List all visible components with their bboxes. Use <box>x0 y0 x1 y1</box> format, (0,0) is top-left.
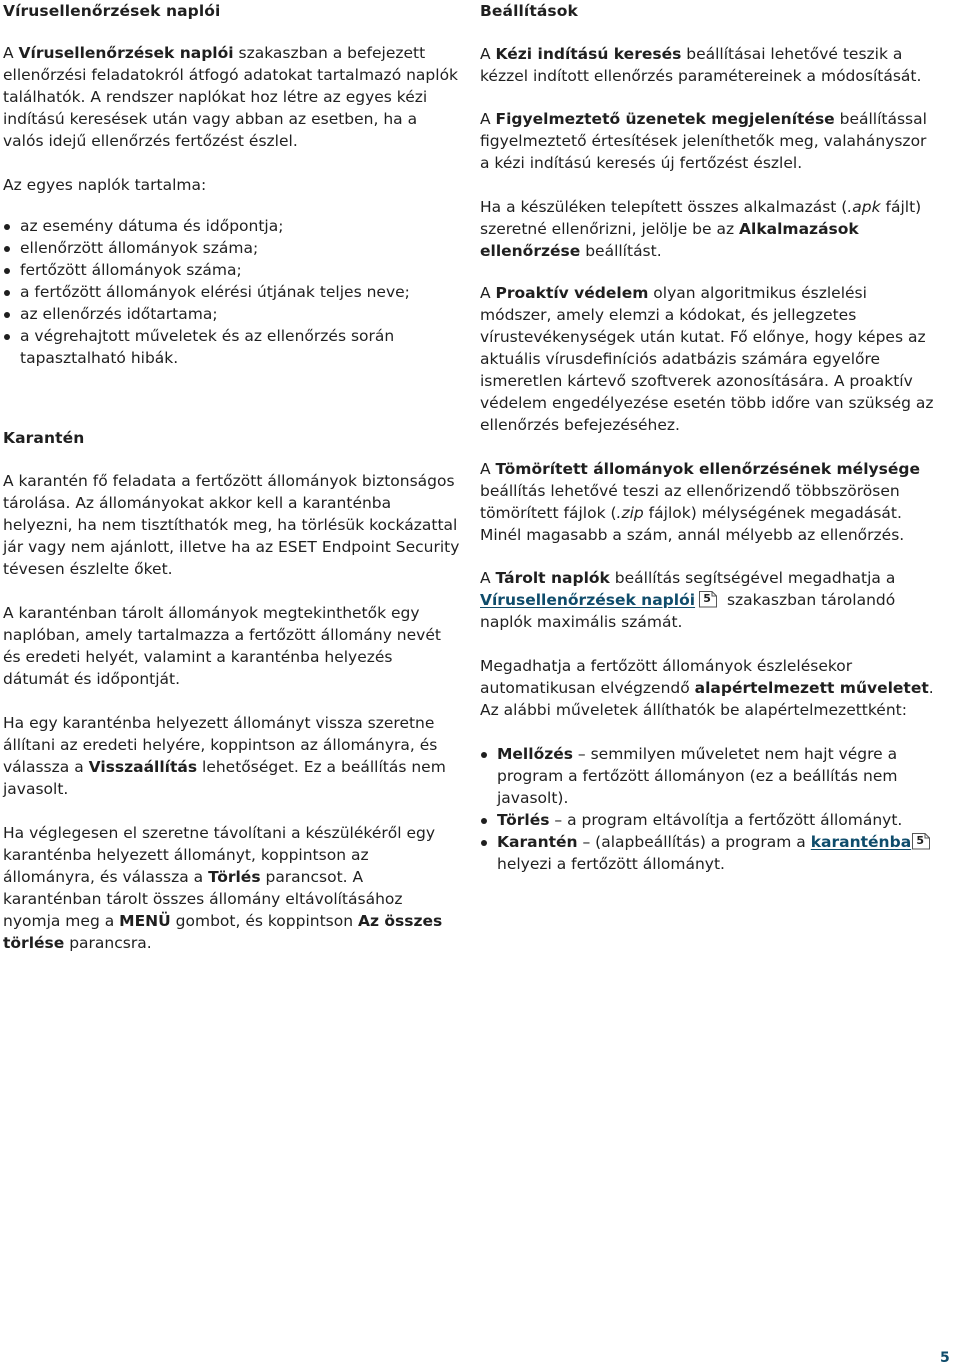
list-item: a fertőzött állományok elérési útjának teljes neve; <box>3 281 461 303</box>
settings-default-action <box>480 655 938 721</box>
text-run-bold: Az összes törlése <box>3 912 443 952</box>
text-run: parancsot. A karanténban tárolt összes állomány eltávolításához nyomja meg a <box>3 868 403 930</box>
text-run: A <box>480 460 496 478</box>
text-run: A <box>480 284 496 302</box>
scan-logs-link[interactable]: Vírusellenőrzések naplói <box>480 591 696 609</box>
text-run-bold: alapértelmezett műveletet <box>694 679 929 697</box>
text-run-bold: Alkalmazások ellenőrzése <box>480 220 859 260</box>
text-run: A <box>3 44 19 62</box>
page-reference-icon[interactable] <box>698 590 718 608</box>
scan-logs-intro <box>3 42 461 152</box>
section-heading-quarantine: Karantén <box>3 429 85 447</box>
text-run: A <box>480 569 496 587</box>
text-run: – (alapbeállítás) a program a <box>577 833 811 851</box>
text-run-bold: Tárolt naplók <box>495 569 610 587</box>
text-run: beállítás segítségével megadhatja a <box>609 569 896 587</box>
settings-manual-scan <box>480 43 938 87</box>
text-run: gombot, és koppintson <box>170 912 358 930</box>
text-run: – a program eltávolítja a fertőzött állományt. <box>549 811 903 829</box>
list-item <box>480 831 938 875</box>
log-contents-lead: Az egyes naplók tartalma: <box>3 176 207 194</box>
settings-warnings <box>480 108 938 174</box>
text-run-bold: Törlés <box>497 811 550 829</box>
quarantine-paragraph-4 <box>3 822 461 954</box>
settings-stored-logs <box>480 567 938 633</box>
quarantine-paragraph-1: A karantén fő feladata a fertőzött állományok biztonságos tárolása. Az állományokat akkor kell a karanténba helyezni, ha nem tisztíthatók meg, ha törlésük kockázattal jár vagy nem ajánlott, illetve ha az ESET Endpoint Security tévesen észlelte őket. <box>3 472 460 578</box>
text-run-bold: Mellőzés <box>497 745 573 763</box>
text-run-bold: MENÜ <box>119 912 171 930</box>
page-number: 5 <box>940 1350 950 1366</box>
text-run-bold: Visszaállítás <box>88 758 198 776</box>
right-column <box>480 0 938 875</box>
text-run: szakaszban tárolandó naplók maximális számát. <box>480 591 896 631</box>
text-run: fájlok) mélységének megadását. Minél magasabb a szám, annál mélyebb az ellenőrzés. <box>480 504 905 544</box>
quarantine-paragraph-2: A karanténban tárolt állományok megtekinthetők egy naplóban, amely tartalmazza a fertőzött állomány nevét és eredeti helyét, valamint a karanténba helyezés dátumát és időpontját. <box>3 604 441 688</box>
text-run-bold: Karantén <box>497 833 578 851</box>
text-run: parancsra. <box>64 934 152 952</box>
text-run: A <box>480 110 496 128</box>
quarantine-paragraph-3 <box>3 712 461 800</box>
text-run: – semmilyen műveletet nem hajt végre a program a fertőzött állományon (ez a beállítás nem javasolt). <box>497 745 898 807</box>
settings-proactive <box>480 282 938 436</box>
text-run-bold: Kézi indítású keresés <box>495 45 682 63</box>
text-run-bold: Tömörített állományok ellenőrzésének mélysége <box>495 460 920 478</box>
text-run: beállítással figyelmeztető értesítések jeleníthetők meg, valahányszor a kézi indítású keresés új fertőzést észlel. <box>480 110 927 172</box>
text-run: Megadhatja a fertőzött állományok észlelésekor automatikusan elvégzendő <box>480 657 853 697</box>
list-item: a végrehajtott műveletek és az ellenőrzés során tapasztalható hibák. <box>3 325 461 369</box>
text-run: fájlt) szeretné ellenőrizni, jelölje be az <box>480 198 922 238</box>
text-run-bold: Törlés <box>208 868 261 886</box>
list-item <box>480 743 938 809</box>
text-run: Ha a készüléken telepített összes alkalmazást ( <box>480 198 848 216</box>
list-item <box>480 809 938 831</box>
quarantine-link[interactable]: karanténba <box>810 833 912 851</box>
text-run: A <box>480 45 496 63</box>
list-item: ellenőrzött állományok száma; <box>3 237 461 259</box>
text-run-bold: Vírusellenőrzések naplói <box>18 44 234 62</box>
text-run: beállítás lehetővé teszi az ellenőrizendő többszörösen tömörített fájlok ( <box>480 482 900 522</box>
text-run: beállításai lehetővé teszik a kézzel indított ellenőrzés paramétereinek a módosítását. <box>480 45 922 85</box>
text-run-italic: .zip <box>616 504 644 522</box>
list-item: az esemény dátuma és időpontja; <box>3 215 461 237</box>
text-run-bold: Proaktív védelem <box>495 284 649 302</box>
text-run: helyezi a fertőzött állományt. <box>497 855 725 873</box>
text-run: . Az alábbi műveletek állíthatók be alapértelmezettként: <box>480 679 934 719</box>
list-item: az ellenőrzés időtartama; <box>3 303 461 325</box>
text-run: lehetőséget. Ez a beállítás nem javasolt. <box>3 758 446 798</box>
text-run: szakaszban a befejezett ellenőrzési feladatokról átfogó adatokat tartalmazó naplók találhatók. A rendszer naplókat hoz létre az egyes kézi indítású keresések után vagy abban az esetben, ha a valós idejű ellenőrzés fertőzést észlel. <box>3 44 459 150</box>
text-run: olyan algoritmikus észlelési módszer, amely elemzi a kódokat, és jellegzetes vírustevékenységek után kutat. Fő előnye, hogy képes az aktuális vírusdefiníciós adatbázis számára egyelőre ismeretlen kártevő szoftverek azonosítására. A proaktív védelem engedélyezése esetén több időre van szükség az ellenőrzés befejezéséhez. <box>480 284 934 434</box>
text-run: beállítást. <box>580 242 662 260</box>
default-actions-list <box>480 743 938 875</box>
list-item: fertőzött állományok száma; <box>3 259 461 281</box>
text-run: Ha egy karanténba helyezett állományt vissza szeretne állítani az eredeti helyére, koppintson az állományra, és válassza a <box>3 714 438 776</box>
log-contents-list <box>3 215 461 369</box>
left-column <box>3 0 461 954</box>
page-reference-number: 5 <box>703 592 711 605</box>
settings-archive-depth <box>480 458 938 546</box>
settings-apps <box>480 196 938 262</box>
section-heading-scan-logs: Vírusellenőrzések naplói <box>3 2 221 20</box>
page-reference-number: 5 <box>916 834 924 847</box>
section-heading-settings: Beállítások <box>480 2 578 20</box>
text-run: Ha véglegesen el szeretne távolítani a készülékéről egy karanténba helyezett állományt, koppintson az állományra, és válassza a <box>3 824 435 886</box>
page-reference-icon[interactable] <box>911 832 931 850</box>
text-run-bold: Figyelmeztető üzenetek megjelenítése <box>495 110 835 128</box>
text-run-italic: .apk <box>847 198 881 216</box>
